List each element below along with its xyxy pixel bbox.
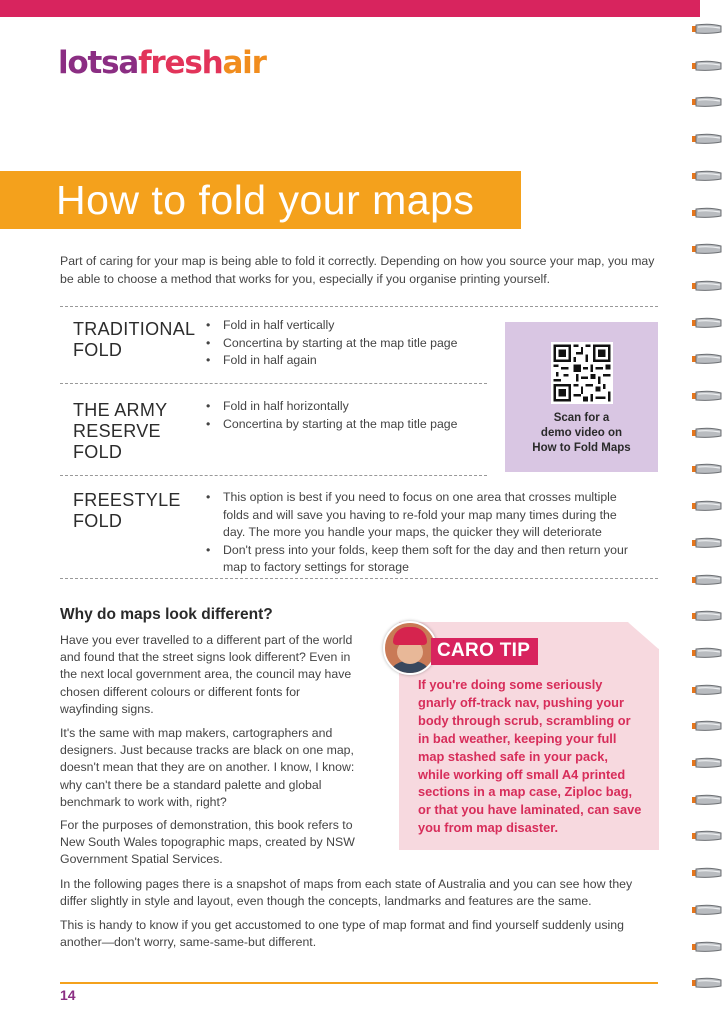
fold-title-traditional: TRADITIONAL FOLD — [73, 319, 196, 360]
binding-ring — [690, 132, 723, 144]
list-item: • Concertina by starting at the map title page — [206, 335, 457, 353]
binding-ring — [690, 389, 723, 401]
list-item: • Fold in half again — [206, 352, 457, 370]
list-item: • Fold in half horizontally — [206, 398, 457, 416]
binding-ring — [690, 22, 723, 34]
list-item: • This option is best if you need to focus on one area that crosses multiple folds and will save you having to re-fold your map many times during the day. The more you handle your maps, the quicker they will deteriorate — [206, 489, 642, 542]
divider — [60, 306, 658, 307]
fold-steps-freestyle — [206, 489, 642, 577]
fold-title-army-reserve: THE ARMY RESERVE FOLD — [73, 400, 168, 462]
binding-ring — [690, 462, 723, 474]
binding-ring — [690, 793, 723, 805]
binding-ring — [690, 279, 723, 291]
divider — [60, 475, 487, 476]
binding-ring — [690, 206, 723, 218]
binding-ring — [690, 95, 723, 107]
list-item: • Fold in half vertically — [206, 317, 457, 335]
binding-ring — [690, 683, 723, 695]
paragraph: In the following pages there is a snapshot of maps from each state of Australia and you can see how they differ slightly in style and layout, even though the concepts, landmarks and features are the same. — [60, 877, 633, 909]
binding-ring — [690, 169, 723, 181]
fold-title-freestyle: FREESTYLE FOLD — [73, 490, 181, 531]
avatar — [383, 621, 437, 675]
binding-ring — [690, 866, 723, 878]
qr-code-icon[interactable] — [551, 342, 613, 404]
paragraph: This is handy to know if you get accustomed to one type of map format and find yourself suddenly using another—don't worry, same-same-but different. — [60, 918, 624, 950]
list-item: • Don't press into your folds, keep them soft for the day and then return your map to factory settings for storage — [206, 542, 642, 577]
binding-ring — [690, 719, 723, 731]
paragraph: It's the same with map makers, cartographers and designers. Just because tracks are black on one map, doesn't mean that they are on another. I know, I know: why can't there be a standard palette and global benchmark to work with, right? — [60, 726, 355, 809]
list-item: • Concertina by starting at the map title page — [206, 416, 457, 434]
top-color-bar — [0, 0, 700, 17]
binding-ring — [690, 426, 723, 438]
page-title: How to fold your maps — [56, 177, 475, 223]
binding-ring — [690, 573, 723, 585]
title-banner — [0, 171, 521, 229]
brand-logo: lotsafreshair — [58, 45, 266, 81]
spiral-binding — [690, 0, 723, 1024]
tip-text: If you're doing some seriously gnarly off-track nav, pushing your body through scrub, scrambling or in bad weather, keeping your full map stashed safe in your pack, while working off small A4 printed sections in a map case, Ziploc bag, or that you have laminated, can save you from map disaster. — [418, 677, 642, 836]
binding-ring — [690, 499, 723, 511]
binding-ring — [690, 536, 723, 548]
binding-ring — [690, 903, 723, 915]
fold-steps-traditional — [206, 317, 457, 370]
binding-ring — [690, 242, 723, 254]
binding-ring — [690, 352, 723, 364]
divider — [60, 578, 658, 579]
qr-caption: Scan for a demo video on How to Fold Maps — [532, 412, 631, 454]
binding-ring — [690, 646, 723, 658]
binding-ring — [690, 316, 723, 328]
tip-label: CARO TIP — [431, 638, 538, 665]
binding-ring — [690, 940, 723, 952]
section-heading: Why do maps look different? — [60, 606, 273, 623]
binding-ring — [690, 59, 723, 71]
divider — [60, 383, 487, 384]
page-number: 14 — [60, 987, 76, 1003]
binding-ring — [690, 829, 723, 841]
binding-ring — [690, 976, 723, 988]
footer-line — [60, 982, 658, 984]
intro-paragraph: Part of caring for your map is being able to fold it correctly. Depending on how you source your map, you may be able to choose a method that works for you, especially if you organise printing yourself. — [60, 254, 655, 286]
binding-ring — [690, 756, 723, 768]
paragraph: Have you ever travelled to a different part of the world and found that the street signs look different? Even in the next local government area, the council may have chosen different colours or different fonts for wayfinding signs. — [60, 633, 353, 716]
fold-steps-army-reserve — [206, 398, 457, 433]
paragraph: For the purposes of demonstration, this book refers to New South Wales topographic maps, created by NSW Government Spatial Services. — [60, 818, 355, 867]
binding-ring — [690, 609, 723, 621]
qr-panel — [505, 322, 658, 472]
